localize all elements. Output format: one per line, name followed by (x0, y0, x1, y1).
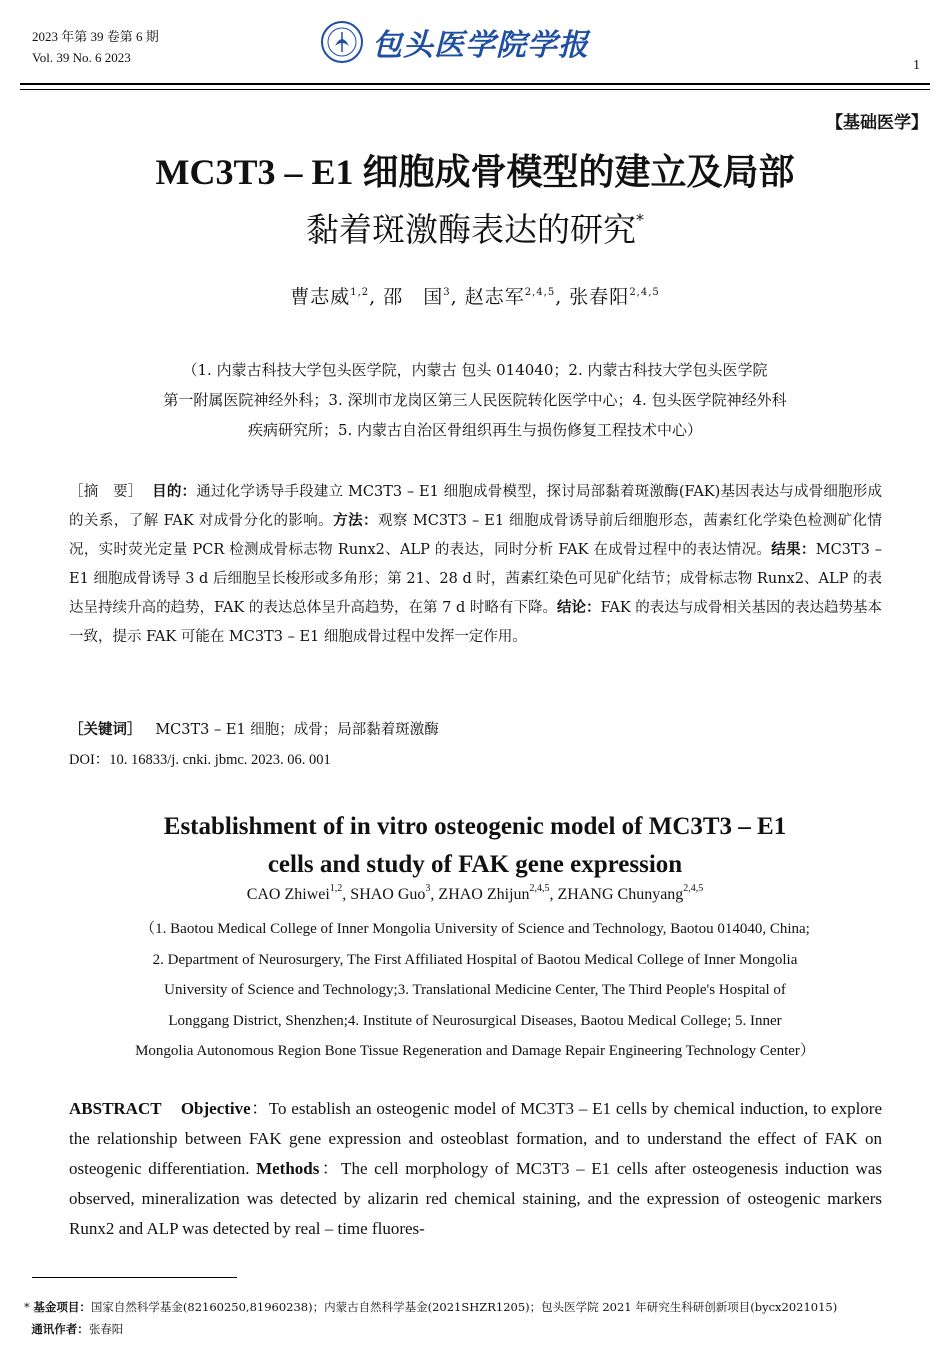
author-en: ZHANG Chunyang (557, 886, 684, 903)
title-cn-line2-text: 黏着斑激酶表达的研究 (306, 210, 636, 249)
authors-en: CAO Zhiwei$^{1,2}$, SHAO Guo$^3$, ZHAO Zhijun$^{2,4,5}$, ZHANG Chunyang$^{2,4,5}$ (246, 883, 704, 903)
affiliations-cn (70, 355, 880, 445)
affiliation-line: 疾病研究所；5. 内蒙古自治区骨组织再生与损伤修复工程技术中心） (247, 421, 703, 439)
corresponding-footnote (24, 1318, 837, 1340)
results-text: MC3T3 – E1 细胞成骨诱导 3 d 后细胞呈长梭形或多角形；第 21、28 d 时，茜素红染色可见矿化结节；成骨标志物 Runx2、ALP 的表达呈持续升高的趋势，FAK 的表达总体呈升高趋势，在第 7 d 时略有下降。 (69, 542, 882, 616)
keywords-text: MC3T3 – E1 细胞；成骨；局部黏着斑激酶 (155, 722, 439, 738)
title-footnote-marker: * (636, 210, 644, 229)
section-label: 【基础医学】 (826, 113, 928, 133)
title-en-line1: Establishment of in vitro osteogenic model of MC3T3 – E1 (163, 813, 787, 840)
results-label: 结果： (771, 542, 816, 558)
journal-issue-en: Vol. 39 No. 6 2023 (32, 50, 131, 65)
author-cn: 张春阳 (569, 286, 630, 308)
author-en: CAO Zhiwei (246, 886, 330, 903)
journal-logo (320, 14, 616, 70)
author-cn: 赵志军 (464, 286, 525, 308)
author-affil: 3 (425, 883, 431, 894)
conclusion-label: 结论： (557, 600, 601, 616)
corresponding-label: 通讯作者： (31, 1322, 89, 1336)
author-affil: 2,4,5 (629, 287, 660, 298)
college-emblem-icon (320, 20, 364, 64)
abstract-en (69, 1094, 882, 1244)
author-cn: 曹志威 (290, 286, 351, 308)
title-cn-line2 (0, 196, 950, 254)
doi: DOI：10. 16833/j. cnki. jbmc. 2023. 06. 001 (69, 752, 331, 768)
fund-text: 国家自然科学基金(82160250,81960238)；内蒙古自然科学基金(2021SHZR1205)；包头医学院 2021 年研究生科研创新项目(bycx2021015) (90, 1300, 838, 1314)
objective-label: 目的： (152, 484, 197, 500)
affiliation-line: Mongolia Autonomous Region Bone Tissue Regeneration and Damage Repair Engineering Technology Center） (135, 1043, 815, 1059)
author-en: SHAO Guo (350, 886, 426, 903)
author-affil: 1,2 (329, 883, 343, 894)
objective-en-text: ：To establish an osteogenic model of MC3T3 – E1 cells by chemical induction, to explore the relationship between FAK gene expression and osteoblast formation, and to understand the effect of FAK on osteogenic differentiation. (69, 1099, 882, 1178)
affiliation-line: University of Science and Technology;3. Translational Medicine Center, The Third People's Hospital of (164, 982, 786, 998)
author-affil: 1,2 (350, 287, 370, 298)
affiliation-line: 2. Department of Neurosurgery, The First Affiliated Hospital of Baotou Medical College of Inner Mongolia (152, 951, 798, 968)
methods-en-label: Methods (256, 1159, 320, 1178)
title-en (0, 808, 950, 884)
page-number: 1 (913, 58, 920, 73)
abstract-label: ［摘 要］ (69, 484, 143, 500)
keywords-cn (69, 716, 882, 745)
footnotes (24, 1296, 837, 1340)
affiliation-line: （1. Baotou Medical College of Inner Mongolia University of Science and Technology, Baotou 014040, China; (140, 921, 810, 937)
corresponding-text: 张春阳 (88, 1322, 124, 1336)
methods-en-text: ：The cell morphology of MC3T3 – E1 cells after osteogenesis induction was observed, mineralization was detected by alizarin red chemical staining, and the expression of osteogenic markers Runx2 and ALP was detected by real – time fluores- (69, 1159, 882, 1238)
header-rule-thin (20, 89, 930, 90)
header-rule-thick (20, 83, 930, 85)
fund-label: 基金项目： (33, 1300, 91, 1314)
affiliation-line: （1. 内蒙古科技大学包头医学院，内蒙古 包头 014040；2. 内蒙古科技大学包头医学院 (182, 361, 768, 379)
author-en: ZHAO Zhijun (438, 886, 530, 903)
affiliation-line: Longgang District, Shenzhen;4. Institute of Neurosurgical Diseases, Baotou Medical College; 5. Inner (168, 1012, 782, 1029)
abstract-en-label: ABSTRACT (69, 1099, 162, 1118)
methods-label: 方法： (333, 513, 378, 529)
title-en-line2: cells and study of FAK gene expression (267, 851, 683, 878)
journal-logo-text: 包头医学院学报 (372, 28, 589, 63)
conclusion-text: FAK 的表达与成骨相关基因的表达趋势基本一致，提示 FAK 可能在 MC3T3 – E1 细胞成骨过程中发挥一定作用。 (69, 600, 883, 645)
author-cn: 邵 国 (383, 286, 444, 308)
journal-issue-cn: 2023 年第 39 卷第 6 期 (32, 29, 159, 44)
authors-cn: 曹志威$^{1,2}$, 邵 国$^3$, 赵志军$^{2,4,5}$, 张春阳$^{2,4,5}$ (290, 286, 660, 308)
objective-en-label: Objective (180, 1099, 251, 1118)
affiliation-line: 第一附属医院神经外科；3. 深圳市龙岗区第三人民医院转化医学中心；4. 包头医学院神经外科 (163, 391, 787, 409)
author-affil: 2,4,5 (529, 883, 550, 894)
methods-text: 观察 MC3T3 – E1 细胞成骨诱导前后细胞形态，茜素红化学染色检测矿化情况，实时荧光定量 PCR 检测成骨标志物 Runx2、ALP 的表达，同时分析 FAK 在成骨过程中的表达情况。 (69, 513, 882, 558)
keywords-label: ［关键词］ (69, 722, 142, 738)
footnote-rule (32, 1277, 237, 1278)
author-affil: 2,4,5 (683, 883, 704, 894)
title-cn (0, 148, 950, 254)
fund-footnote: * 基金项目：国家自然科学基金(82160250,81960238)；内蒙古自然科学基金(2021SHZR1205)；包头医学院 2021 年研究生科研创新项目(bycx2021015) (24, 1300, 838, 1314)
journal-issue (32, 26, 159, 68)
author-affil: 2,4,5 (524, 287, 556, 298)
title-cn-line1: MC3T3 – E1 细胞成骨模型的建立及局部 (155, 152, 795, 192)
objective-text: 通过化学诱导手段建立 MC3T3 – E1 细胞成骨模型，探讨局部黏着斑激酶(FAK)基因表达与成骨细胞形成的关系，了解 FAK 对成骨分化的影响。 (69, 484, 883, 529)
abstract-cn (69, 478, 882, 652)
author-affil: 3 (443, 287, 451, 298)
affiliations-en (96, 914, 854, 1067)
